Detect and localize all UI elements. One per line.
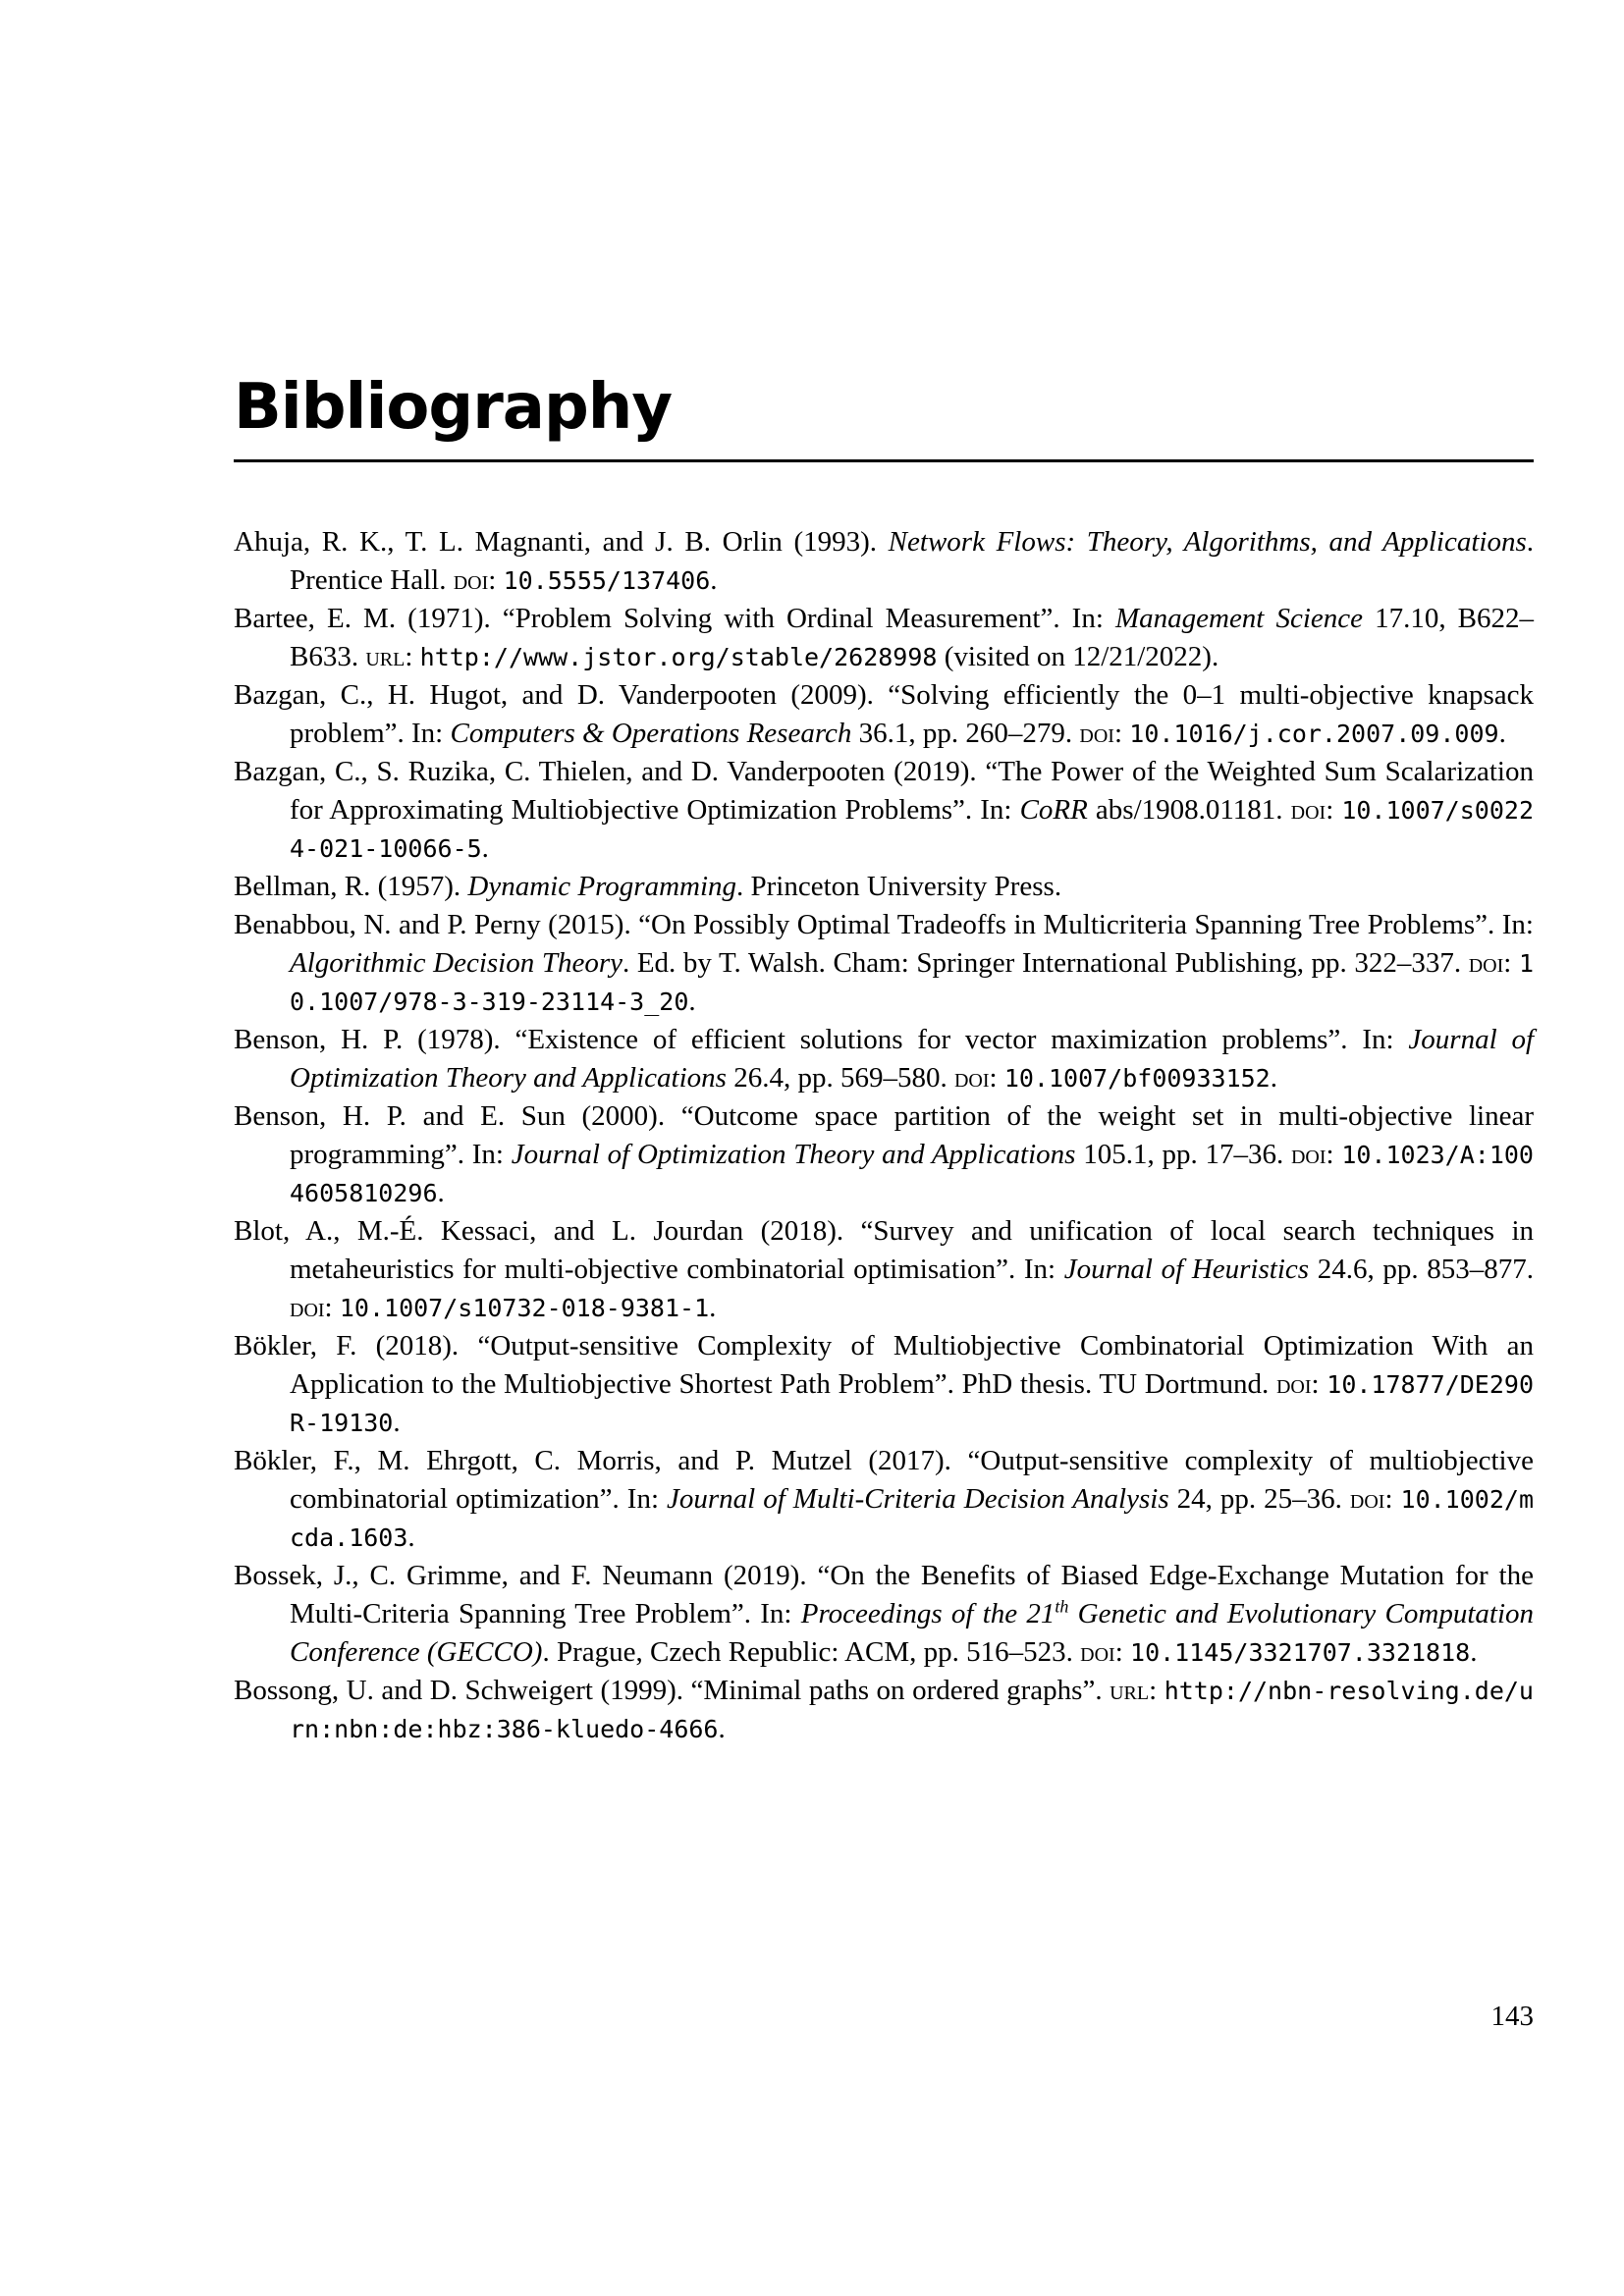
ref-locator-label: doi: (1468, 947, 1519, 980)
ref-text: Benson, H. P. (1978). “Existence of efficient solutions for vector maximization problems”. In: (234, 1024, 1409, 1056)
ref-text: Bellman, R. (1957). (234, 871, 468, 903)
reference-entry (234, 1097, 1534, 1212)
ref-text: Benabbou, N. and P. Perny (2015). “On Possibly Optimal Tradeoffs in Multicriteria Spanning Tree Problems”. In: (234, 909, 1534, 941)
ref-text: Bökler, F. (2018). “Output-sensitive Complexity of Multiobjective Combinatorial Optimization With an Application to the Multiobjective Shortest Path Problem”. PhD thesis. TU Dortmund. (234, 1330, 1534, 1401)
ref-italic-text: Genetic and Evolutionary Computation Conference (GECCO) (290, 1598, 1535, 1669)
ref-locator-value[interactable]: 10.1007/bf00933152 (1003, 1064, 1271, 1094)
ref-locator-value[interactable]: 10.1023/A:1004605810296 (290, 1141, 1534, 1208)
ref-text: (visited on 12/21/2022). (937, 641, 1219, 673)
ref-locator-value[interactable]: 10.1145/3321707.3321818 (1130, 1638, 1471, 1668)
reference-entry (234, 1557, 1534, 1672)
ref-locator-label: doi: (953, 1062, 1004, 1095)
ref-text: . (1270, 1062, 1277, 1095)
reference-entry (234, 600, 1534, 676)
page-number: 143 (1490, 2001, 1534, 2032)
ref-superscript: th (1055, 1596, 1069, 1617)
ref-italic-text: Dynamic Programming (467, 871, 737, 903)
ref-locator-label: doi: (453, 564, 504, 597)
page-title: Bibliography (234, 371, 673, 444)
ref-text: 36.1, pp. 260–279. (851, 718, 1080, 750)
ref-text: Bökler, F., M. Ehrgott, C. Morris, and P. Mutzel (2017). “Output-sensitive complexity of multiobjective combinatorial optimization”. In: (234, 1445, 1534, 1516)
ref-locator-label: doi: (290, 1292, 340, 1324)
reference-entry (234, 1672, 1534, 1748)
ref-italic-text: Journal of Optimization Theory and Applications (290, 1024, 1534, 1095)
ref-locator-value[interactable]: 10.1002/mcda.1603 (290, 1485, 1534, 1553)
ref-text: abs/1908.01181. (1087, 794, 1291, 827)
ref-locator-label: url: (365, 641, 420, 673)
ref-text: Bossek, J., C. Grimme, and F. Neumann (2019). “On the Benefits of Biased Edge-Exchange Mutation for the Multi-Criteria Spanning Tree Problem”. In: (234, 1560, 1534, 1630)
ref-text: . Princeton University Press. (736, 871, 1062, 903)
ref-locator-label: doi: (1275, 1368, 1327, 1401)
ref-italic-text: Proceedings of the 21 (800, 1598, 1056, 1630)
ref-text: 26.4, pp. 569–580. (726, 1062, 954, 1095)
reference-entry (234, 906, 1534, 1021)
ref-text: Bazgan, C., H. Hugot, and D. Vanderpooten (2009). “Solving efficiently the 0–1 multi-objective knapsack problem”. In: (234, 679, 1534, 750)
ref-locator-label: doi: (1079, 718, 1130, 750)
ref-text: Bazgan, C., S. Ruzika, C. Thielen, and D. Vanderpooten (2019). “The Power of the Weighted Sum Scalarization for Approximating Multiobjective Optimization Problems”. In: (234, 756, 1534, 827)
ref-locator-label: doi: (1080, 1636, 1131, 1669)
ref-italic-text: Journal of Heuristics (1063, 1254, 1310, 1286)
ref-locator-value[interactable]: 10.1007/978-3-319-23114-3_20 (290, 949, 1534, 1017)
ref-text: . Prague, Czech Republic: ACM, pp. 516–523. (542, 1636, 1081, 1669)
ref-locator-value[interactable]: 10.5555/137406 (503, 566, 711, 596)
ref-text: . (688, 986, 696, 1018)
ref-text: . (481, 832, 489, 865)
ref-locator-value[interactable]: 10.1007/s00224-021-10066-5 (290, 796, 1534, 864)
ref-locator-value[interactable]: 10.1016/j.cor.2007.09.009 (1129, 720, 1499, 749)
ref-locator-label: doi: (1290, 1139, 1342, 1171)
ref-italic-text: Journal of Multi-Criteria Decision Analysis (667, 1483, 1169, 1516)
ref-text: Benson, H. P. and E. Sun (2000). “Outcome space partition of the weight set in multi-objective linear programming”. In: (234, 1100, 1534, 1171)
ref-locator-value[interactable]: http://www.jstor.org/stable/2628998 (419, 643, 938, 672)
ref-locator-value[interactable]: http://nbn-resolving.de/urn:nbn:de:hbz:386-kluedo-4666 (290, 1677, 1534, 1744)
ref-text: 24.6, pp. 853–877. (1309, 1254, 1534, 1286)
reference-entry (234, 523, 1534, 600)
ref-text: . (437, 1177, 445, 1209)
ref-locator-label: url: (1110, 1675, 1164, 1707)
reference-entry (234, 1212, 1534, 1327)
reference-entry (234, 676, 1534, 753)
ref-italic-text: Algorithmic Decision Theory (290, 947, 623, 980)
ref-locator-value[interactable]: 10.17877/DE290R-19130 (290, 1370, 1534, 1438)
ref-text: . (710, 564, 718, 597)
reference-entry (234, 1442, 1534, 1557)
ref-locator-label: doi: (1349, 1483, 1401, 1516)
ref-text: . (393, 1407, 401, 1439)
text-block (234, 373, 1534, 1748)
ref-text: . Ed. by T. Walsh. Cham: Springer International Publishing, pp. 322–337. (622, 947, 1469, 980)
ref-italic-text: CoRR (1019, 794, 1088, 827)
ref-text: . (407, 1522, 415, 1554)
ref-text: . (1498, 718, 1506, 750)
ref-locator-label: doi: (1290, 794, 1342, 827)
ref-italic-text: Network Flows: Theory, Algorithms, and Applications (888, 526, 1527, 559)
reference-entry (234, 1021, 1534, 1097)
ref-text: . (718, 1713, 726, 1745)
title-rule (234, 459, 1534, 462)
ref-text: Bartee, E. M. (1971). “Problem Solving with Ordinal Measurement”. In: (234, 603, 1115, 635)
ref-text: . (709, 1292, 717, 1324)
ref-italic-text: Computers & Operations Research (450, 718, 852, 750)
ref-text: Ahuja, R. K., T. L. Magnanti, and J. B. Orlin (1993). (234, 526, 889, 559)
ref-text: 24, pp. 25–36. (1168, 1483, 1350, 1516)
ref-text: . (1470, 1636, 1478, 1669)
ref-text: 17.10, B622–B633. (290, 603, 1534, 673)
ref-italic-text: Management Science (1114, 603, 1363, 635)
ref-locator-value[interactable]: 10.1007/s10732-018-9381-1 (339, 1294, 710, 1323)
reference-entry (234, 868, 1534, 906)
reference-entry (234, 753, 1534, 868)
reference-entry (234, 1327, 1534, 1442)
ref-text: 105.1, pp. 17–36. (1075, 1139, 1291, 1171)
ref-text: . Prentice Hall. (290, 526, 1534, 597)
ref-text: Blot, A., M.-É. Kessaci, and L. Jourdan (2018). “Survey and unification of local search techniques in metaheuristics for multi-objective combinatorial optimisation”. In: (234, 1215, 1534, 1286)
ref-italic-text: Journal of Optimization Theory and Applications (511, 1139, 1076, 1171)
reference-list (234, 523, 1534, 1748)
ref-text: Bossong, U. and D. Schweigert (1999). “Minimal paths on ordered graphs”. (234, 1675, 1110, 1707)
